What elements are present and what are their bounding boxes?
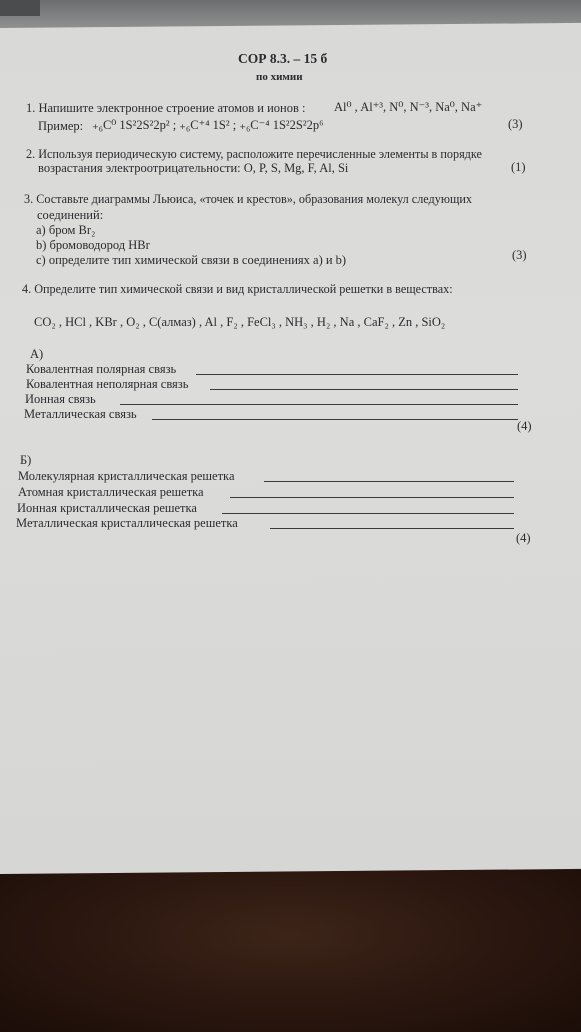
part-a-item-4: Металлическая связь (24, 407, 137, 421)
question-3-points: (3) (512, 248, 527, 262)
question-1-example: ₊₆C⁰ 1S²2S²2p² ; ₊₆C⁺⁴ 1S² ; ₊₆C⁻⁴ 1S²2S²2p⁶ (92, 118, 324, 132)
question-1-points: (3) (508, 117, 523, 131)
question-1-example-label: Пример: (38, 119, 84, 133)
question-2-points: (1) (511, 160, 526, 174)
question-3-item-a: а) бром Br₂ (36, 223, 96, 237)
answer-line (152, 419, 518, 420)
question-2-line-1: 2. Используя периодическую систему, расположите перечисленные элементы в порядке (26, 147, 482, 161)
question-4-substances: CO₂ , HCl , KBr , O₂ , C(алмаз) , Al , F₂ , FeCl₃ , NH₃ , H₂ , Na , CaF₂ , Zn , SiO₂ (34, 315, 446, 329)
part-b-label: Б) (20, 453, 32, 467)
part-b-item-4: Металлическая кристаллическая решетка (16, 516, 238, 530)
answer-line (270, 528, 514, 529)
question-3-item-b: b) бромоводород HBr (36, 238, 150, 252)
page-title: СОР 8.3. – 15 б (238, 51, 328, 66)
part-a-points: (4) (517, 419, 532, 433)
answer-line (222, 513, 514, 514)
part-a-item-3: Ионная связь (25, 392, 96, 406)
question-1-text: 1. Напишите электронное строение атомов и ионов : (26, 101, 306, 115)
answer-line (264, 481, 514, 482)
part-b-item-1: Молекулярная кристаллическая решетка (18, 469, 235, 483)
answer-line (120, 404, 518, 405)
answer-line (230, 497, 514, 498)
question-2-line-2: возрастания электроотрицательности: O, P, S, Mg, F, Al, Si (38, 161, 349, 175)
question-3-item-c: с) определите тип химической связи в соединениях а) и b) (36, 253, 347, 267)
part-a-item-2: Ковалентная неполярная связь (26, 377, 189, 391)
answer-line (196, 374, 518, 375)
question-3-line-1: 3. Составьте диаграммы Льюиса, «точек и крестов», образования молекул следующих (24, 192, 472, 206)
question-3-line-2: соединений: (37, 208, 104, 222)
part-b-item-2: Атомная кристаллическая решетка (18, 485, 204, 499)
part-b-points: (4) (516, 531, 531, 545)
part-b-item-3: Ионная кристаллическая решетка (17, 501, 197, 515)
part-a-label: А) (30, 347, 44, 361)
part-a-item-1: Ковалентная полярная связь (26, 362, 177, 376)
answer-line (210, 389, 518, 390)
page-subtitle: по химии (256, 71, 303, 83)
question-1-species: Al⁰ , Al⁺³, N⁰, N⁻³, Na⁰, Na⁺ (334, 100, 483, 114)
question-4-text: 4. Определите тип химической связи и вид кристаллической решетки в веществах: (22, 282, 453, 296)
